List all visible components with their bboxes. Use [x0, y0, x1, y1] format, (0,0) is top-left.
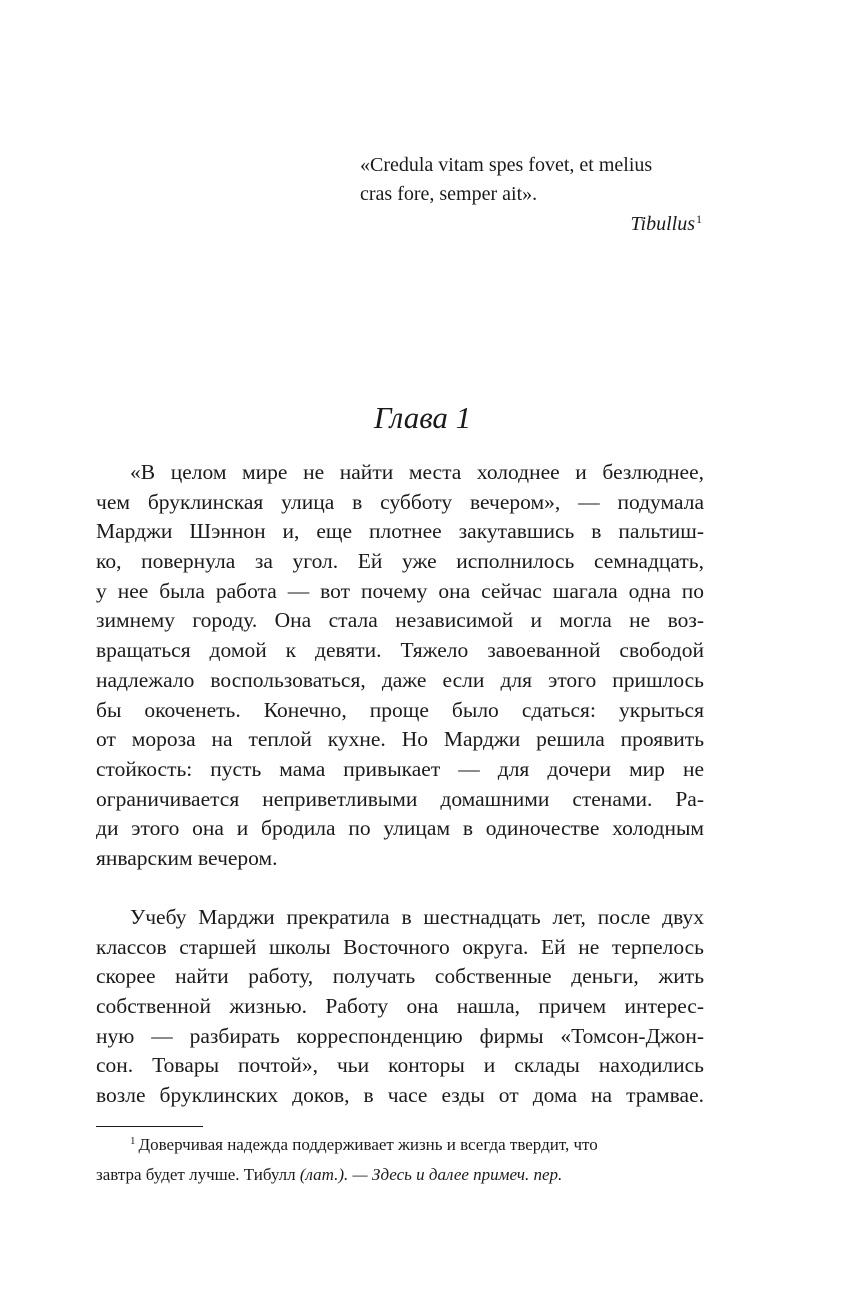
footnote-separator [96, 1126, 203, 1127]
text-line: бы окоченеть. Конечно, проще было сдаться: укрыться [96, 697, 704, 722]
footnote-reference[interactable]: 1 [696, 212, 702, 226]
text-line: возле бруклинских доков, в часе езды от дома на трамвае. [96, 1083, 704, 1108]
text-line: надлежало воспользоваться, даже если для этого пришлось [96, 667, 704, 692]
text-line: вращаться домой к девяти. Тяжело завоеванной свободой [96, 638, 704, 663]
footnote-mark: 1 [130, 1135, 136, 1147]
text-line: Марджи Шэннон и, еще плотнее закутавшись в пальтиш- [96, 519, 704, 544]
epigraph-line: «Credula vitam spes fovet, et melius [360, 154, 653, 176]
text-line: ную — разбирать корреспонденцию фирмы «Томсон-Джон- [96, 1023, 704, 1048]
epigraph-author [631, 210, 702, 241]
text-line: сон. Товары почтой», чьи конторы и склады находились [96, 1053, 704, 1078]
footnote [96, 1131, 704, 1188]
text-line: ко, повернула за угол. Ей уже исполнилось семнадцать, [96, 549, 704, 574]
epigraph-author-name: Tibullus [630, 213, 695, 235]
text-line: январским вечером. [96, 845, 278, 870]
text-line: «В целом мире не найти места холоднее и безлюднее, [130, 460, 704, 484]
epigraph-line: cras fore, semper ait». [360, 183, 538, 205]
footnote-line [96, 1161, 704, 1188]
text-line: зимнему городу. Она стала независимой и могла не воз- [96, 608, 704, 633]
text-line: у нее была работа — вот почему она сейчас шагала одна по [96, 578, 704, 603]
text-line: Учебу Марджи прекратила в шестнадцать лет, после двух [130, 905, 704, 929]
footnote-italic-text: (лат.). — Здесь и далее примеч. пер. [299, 1165, 563, 1184]
text-line: ди этого она и бродила по улицам в одиночестве холодным [96, 816, 704, 841]
text-line: чем бруклинская улица в субботу вечером», — подумала [96, 489, 704, 514]
footnote-line [96, 1131, 704, 1161]
epigraph [360, 151, 705, 238]
footnote-text: Доверчивая надежда поддерживает жизнь и всегда твердит, что [138, 1135, 598, 1154]
footnote-text: завтра будет лучше. Тибулл [96, 1165, 300, 1184]
text-line: скорее найти работу, получать собственные деньги, жить [96, 964, 704, 989]
text-line: от мороза на теплой кухне. Но Марджи решила проявить [96, 727, 704, 752]
text-line: стойкость: пусть мама привыкает — для дочери мир не [96, 756, 704, 781]
paragraph-2 [96, 903, 704, 1111]
paragraph-1 [96, 458, 704, 874]
chapter-title: Глава 1 [373, 400, 472, 435]
text-line: классов старшей школы Восточного округа. Ей не терпелось [96, 934, 704, 959]
text-line: собственной жизнью. Работу она нашла, причем интерес- [96, 994, 704, 1019]
text-line: ограничивается неприветливыми домашними стенами. Ра- [96, 786, 704, 811]
